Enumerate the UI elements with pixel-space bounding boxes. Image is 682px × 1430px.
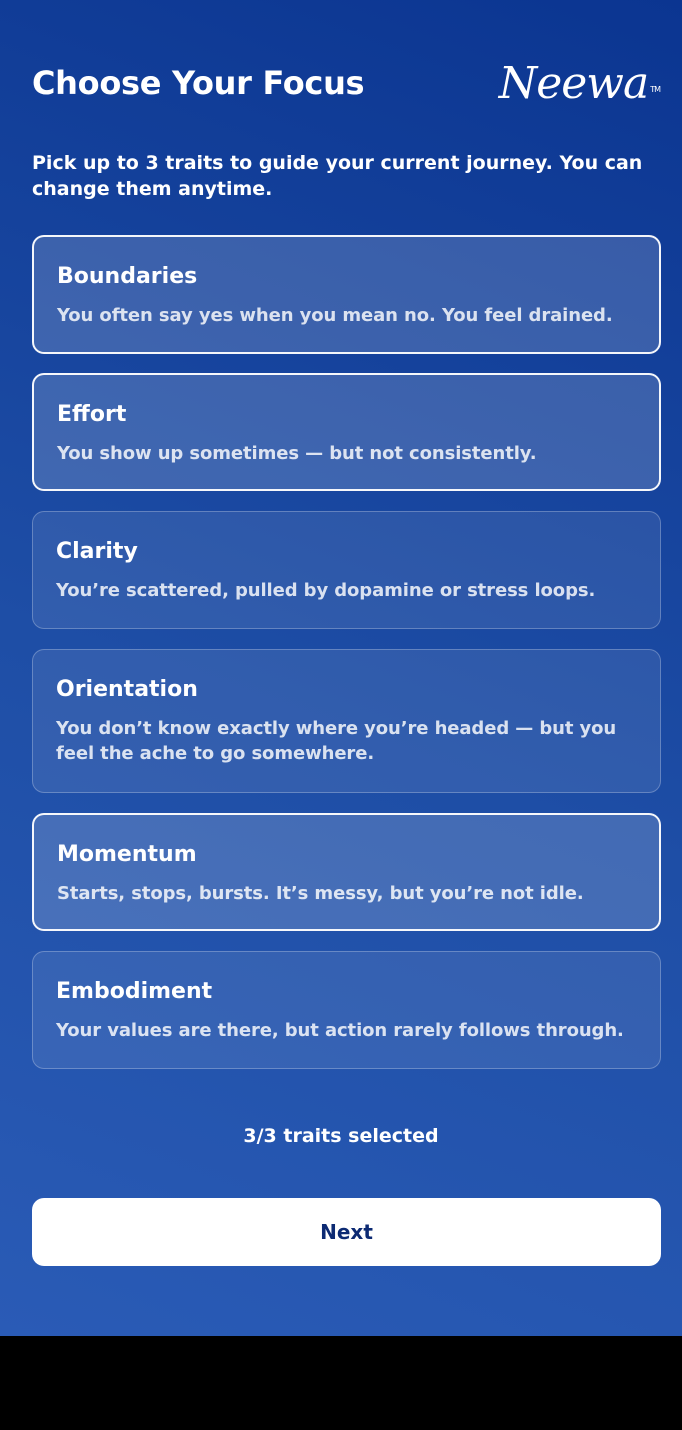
brand-logo: [498, 58, 660, 109]
trait-card-effort[interactable]: [32, 373, 661, 491]
next-button[interactable]: Next: [32, 1198, 661, 1266]
trait-description: Your values are there, but action rarely follows through.: [56, 1020, 624, 1041]
logo-text: Neewa: [498, 58, 649, 109]
trait-name: Clarity: [56, 539, 138, 564]
trait-description: You show up sometimes — but not consistently.: [57, 443, 537, 464]
trait-description: Starts, stops, bursts. It’s messy, but you’re not idle.: [57, 883, 584, 904]
page-title: Choose Your Focus: [32, 64, 365, 102]
trait-name: Effort: [57, 402, 127, 427]
trait-card-orientation[interactable]: [32, 649, 661, 793]
trait-card-momentum[interactable]: [32, 813, 661, 931]
trait-description: You often say yes when you mean no. You feel drained.: [57, 305, 613, 326]
trait-name: Orientation: [56, 677, 198, 702]
trait-description: You don’t know exactly where you’re headed — but you feel the ache to go somewhere.: [56, 718, 617, 764]
trait-name: Boundaries: [57, 264, 198, 289]
bottom-bar: [0, 1336, 682, 1430]
trait-description: You’re scattered, pulled by dopamine or stress loops.: [56, 580, 596, 601]
selection-count: 3/3 traits selected: [243, 1125, 439, 1147]
trait-card-clarity[interactable]: [32, 511, 661, 629]
trait-name: Embodiment: [56, 979, 213, 1004]
trait-card-embodiment[interactable]: [32, 951, 661, 1069]
subtitle: Pick up to 3 traits to guide your current journey. You can change them anytime.: [32, 152, 643, 200]
logo-trademark: TM: [650, 85, 660, 94]
header: [32, 58, 660, 109]
trait-name: Momentum: [57, 842, 197, 867]
trait-card-boundaries[interactable]: [32, 235, 661, 354]
